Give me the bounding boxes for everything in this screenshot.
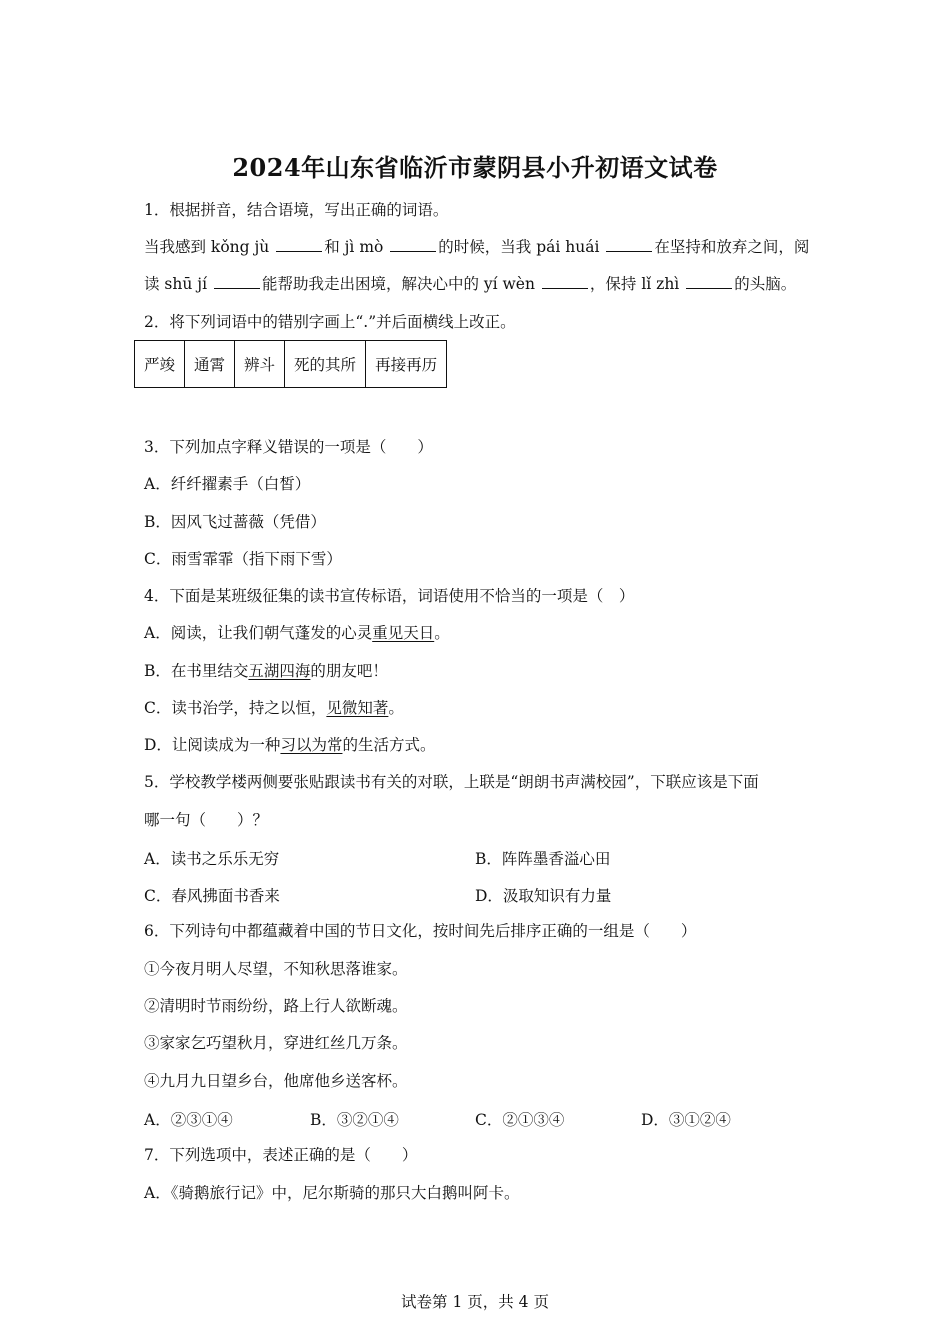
- q4-c-pre: C．读书治学，持之以恒，: [144, 699, 327, 717]
- word-cell: 通霄: [185, 341, 235, 388]
- q5-option-c: C．春风拂面书香来: [144, 887, 280, 905]
- q4-option-c: [144, 698, 404, 718]
- q7-option-a: A．《骑鹅旅行记》中，尼尔斯骑的那只大白鹅叫阿卡。: [144, 1184, 520, 1202]
- page-footer: 试卷第 1 页，共 4 页: [401, 1293, 549, 1311]
- word-cell: 再接再历: [366, 341, 447, 388]
- q2-stem: 2．将下列词语中的错别字画上“.”并后面横线上改正。: [144, 313, 516, 331]
- q4-stem: 4．下面是某班级征集的读书宣传标语，词语使用不恰当的一项是（ ）: [144, 587, 635, 605]
- q4-option-a: [144, 623, 450, 643]
- q4-d-pre: D．让阅读成为一种: [144, 736, 281, 754]
- q6-poem-line-1: ①今夜月明人尽望，不知秋思落谁家。: [144, 960, 408, 978]
- q1-l2-d: 的头脑。: [734, 275, 797, 293]
- q1-l1-d: 在坚持和放弃之间，阅: [654, 238, 810, 256]
- q1-line2: [144, 274, 796, 294]
- q4-a-underlined: 重见天日: [372, 624, 435, 642]
- q2-word-table: [134, 340, 447, 388]
- q1-l2-a: 读 shū jí: [144, 275, 212, 293]
- q4-a-post: 。: [434, 624, 450, 642]
- q1-stem: 1．根据拼音，结合语境，写出正确的词语。: [144, 201, 449, 219]
- q5-option-d: D．汲取知识有力量: [475, 887, 612, 905]
- q4-b-post: 的朋友吧！: [310, 662, 388, 680]
- q4-a-pre: A．阅读，让我们朝气蓬发的心灵: [144, 624, 373, 642]
- word-cell: 严竣: [135, 341, 185, 388]
- q7-stem: 7．下列选项中，表述正确的是（ ）: [144, 1146, 418, 1164]
- q6-option-b: B．③②①④: [310, 1111, 399, 1129]
- q3-option-c: C．雨雪霏霏（指下雨下雪）: [144, 550, 342, 568]
- q3-option-a: A．纤纤擢素手（白皙）: [144, 475, 311, 493]
- q6-option-c: C．②①③④: [475, 1111, 565, 1129]
- q4-option-d: [144, 735, 435, 755]
- q1-l2-b: 能帮助我走出困境，解决心中的 yí wèn: [261, 275, 540, 293]
- q4-b-pre: B．在书里结交: [144, 662, 249, 680]
- word-cell: 死的其所: [285, 341, 366, 388]
- q1-l2-c: ，保持 lǐ zhì: [589, 275, 685, 293]
- q5-option-b: B．阵阵墨香溢心田: [475, 850, 611, 868]
- q4-d-post: 的生活方式。: [342, 736, 436, 754]
- answer-blank[interactable]: [214, 274, 260, 289]
- q1-l1-b: 和 jì mò: [324, 238, 389, 256]
- q6-option-d: D．③①②④: [641, 1111, 731, 1129]
- answer-blank[interactable]: [542, 274, 588, 289]
- q1-l1-c: 的时候，当我 pái huái: [438, 238, 605, 256]
- q5-stem-line2: 哪一句（ ）？: [144, 811, 269, 829]
- q1-line1: [144, 237, 809, 257]
- q4-option-b: [144, 661, 388, 681]
- answer-blank[interactable]: [686, 274, 732, 289]
- answer-blank[interactable]: [606, 237, 652, 252]
- answer-blank[interactable]: [390, 237, 436, 252]
- q6-stem: 6．下列诗句中都蕴藏着中国的节日文化，按时间先后排序正确的一组是（ ）: [144, 922, 697, 940]
- answer-blank[interactable]: [276, 237, 322, 252]
- q6-poem-line-3: ③家家乞巧望秋月，穿进红丝几万条。: [144, 1034, 408, 1052]
- q5-stem-line1: 5．学校教学楼两侧要张贴跟读书有关的对联，上联是“朗朗书声满校园”，下联应该是下面: [144, 773, 759, 791]
- q1-l1-a: 当我感到 kǒng jù: [144, 238, 275, 256]
- q4-c-post: 。: [388, 699, 404, 717]
- q4-b-underlined: 五湖四海: [248, 662, 311, 680]
- q6-poem-line-4: ④九月九日望乡台，他席他乡送客杯。: [144, 1072, 408, 1090]
- q6-poem-line-2: ②清明时节雨纷纷，路上行人欲断魂。: [144, 997, 408, 1015]
- q6-option-a: A．②③①④: [144, 1111, 233, 1129]
- word-cell: 辨斗: [235, 341, 285, 388]
- q5-option-a: A．读书之乐乐无穷: [144, 850, 280, 868]
- q4-d-underlined: 习以为常: [280, 736, 343, 754]
- q3-option-b: B．因风飞过蔷薇（凭借）: [144, 513, 326, 531]
- q4-c-underlined: 见微知著: [326, 699, 389, 717]
- q3-stem: 3．下列加点字释义错误的一项是（ ）: [144, 438, 433, 456]
- page-title: 2024年山东省临沂市蒙阴县小升初语文试卷: [232, 153, 718, 182]
